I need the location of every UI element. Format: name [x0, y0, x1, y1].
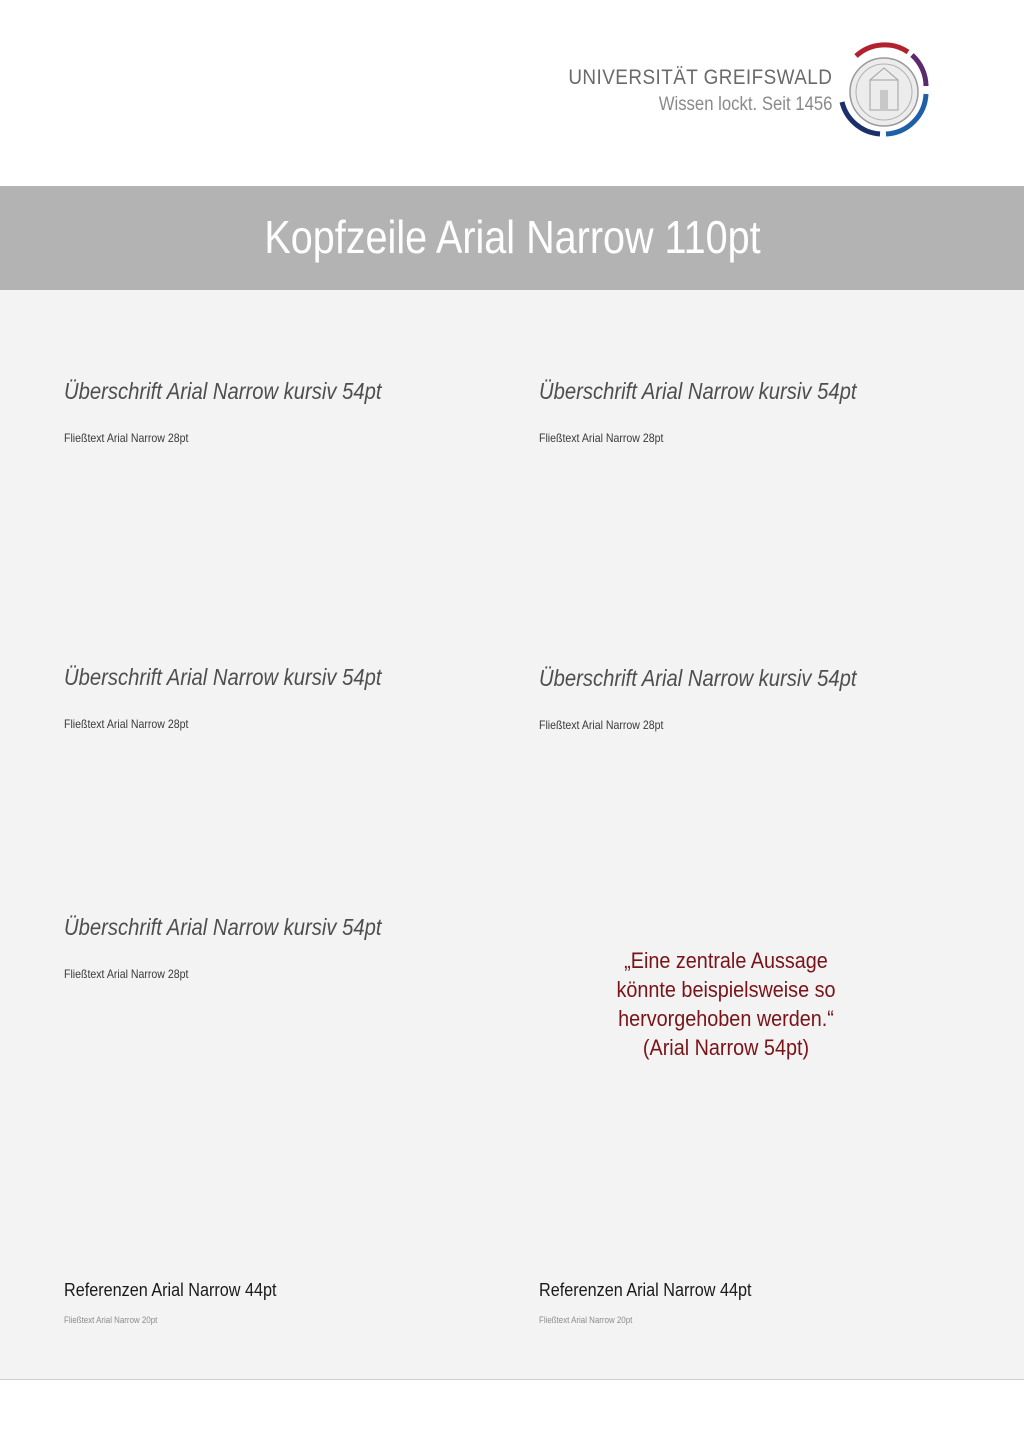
section-body: Fließtext Arial Narrow 28pt [64, 967, 189, 981]
university-name: UNIVERSITÄT GREIFSWALD [567, 66, 832, 89]
university-seal-icon [836, 42, 932, 142]
content-area [0, 290, 1024, 1380]
quote-line: könnte beispielsweise so [616, 977, 836, 1002]
quote-line: hervorgehoben werden.“ [618, 1006, 834, 1031]
section-3 [64, 664, 494, 731]
section-heading: Überschrift Arial Narrow kursiv 54pt [539, 378, 857, 404]
page-title: Kopfzeile Arial Narrow 110pt [263, 211, 761, 263]
section-heading: Überschrift Arial Narrow kursiv 54pt [64, 664, 382, 690]
references-body: Fließtext Arial Narrow 20pt [539, 1315, 633, 1325]
section-heading: Überschrift Arial Narrow kursiv 54pt [64, 914, 382, 940]
section-2 [539, 378, 969, 445]
section-body: Fließtext Arial Narrow 28pt [64, 717, 189, 731]
highlight-quote [584, 946, 868, 1062]
references-left [64, 1280, 494, 1325]
quote-line: „Eine zentrale Aussage [624, 948, 828, 973]
section-body: Fließtext Arial Narrow 28pt [64, 431, 189, 445]
bottom-divider [0, 1379, 1024, 1380]
section-4 [539, 665, 969, 732]
section-5 [64, 914, 494, 981]
references-body: Fließtext Arial Narrow 20pt [64, 1315, 158, 1325]
header-band [0, 186, 1024, 290]
quote-line: (Arial Narrow 54pt) [642, 1035, 810, 1060]
section-1 [64, 378, 494, 445]
references-heading: Referenzen Arial Narrow 44pt [539, 1280, 752, 1300]
section-body: Fließtext Arial Narrow 28pt [539, 718, 664, 732]
section-heading: Überschrift Arial Narrow kursiv 54pt [539, 665, 857, 691]
references-right [539, 1280, 969, 1325]
section-heading: Überschrift Arial Narrow kursiv 54pt [64, 378, 382, 404]
references-heading: Referenzen Arial Narrow 44pt [64, 1280, 277, 1300]
university-tagline: Wissen lockt. Seit 1456 [658, 94, 832, 115]
logo-area [0, 0, 1024, 186]
section-body: Fließtext Arial Narrow 28pt [539, 431, 664, 445]
